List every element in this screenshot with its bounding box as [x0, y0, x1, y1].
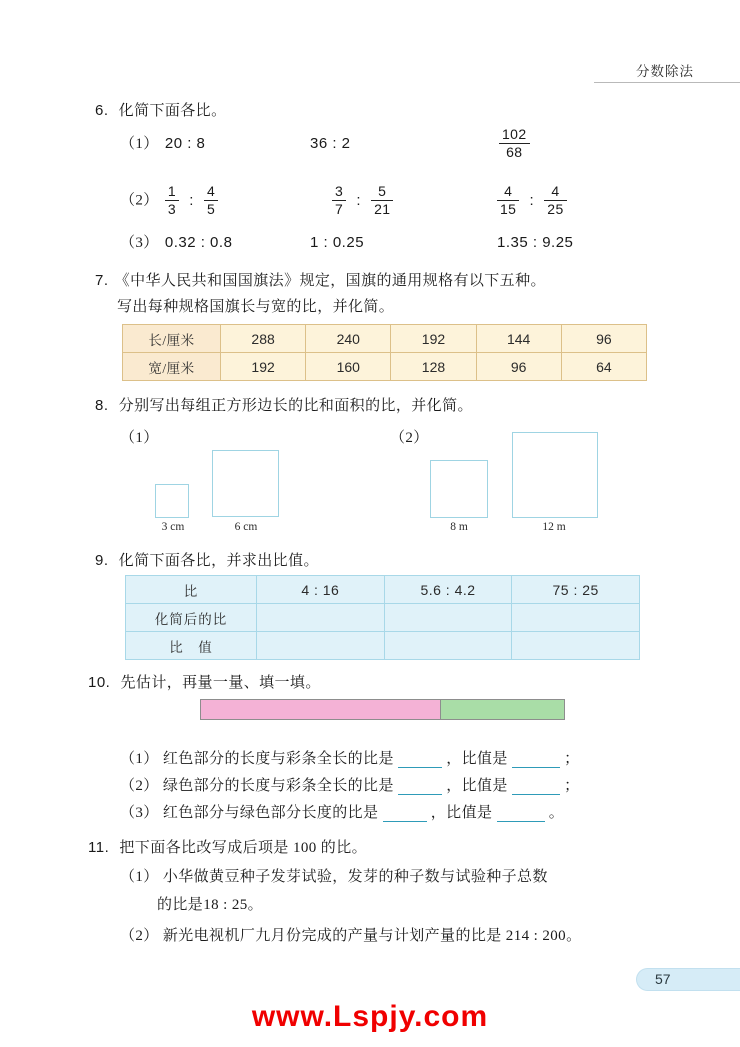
cell-ratio-1: 4 : 16: [257, 576, 385, 604]
problem-8-heading: [95, 395, 473, 417]
problem-9-prompt: 化简下面各比，并求出比值。: [118, 553, 319, 569]
blank-field[interactable]: [497, 821, 545, 822]
fraction-5-21: [371, 184, 393, 216]
fraction-denominator: 7: [335, 200, 344, 217]
table-row: [126, 632, 640, 660]
problem-11-heading: [88, 837, 367, 859]
fraction-denominator: 5: [206, 200, 216, 217]
item-marker: （2）: [120, 778, 159, 794]
problem-11-item-1-line-2: 的比是18 : 25。: [157, 897, 264, 913]
problem-8-number: 8.: [95, 397, 109, 414]
row-header-width: 宽/厘米: [123, 353, 221, 381]
item-text-c: ；: [564, 751, 580, 767]
square-3cm-label: 3 cm: [161, 521, 185, 533]
problem-7-heading: [95, 270, 546, 292]
problem-8-prompt: 分别写出每组正方形边长的比和面积的比，并化简。: [118, 398, 473, 414]
problem-10-number: 10.: [88, 674, 111, 691]
cell-simplified-1[interactable]: [257, 604, 385, 632]
item-text-b: ，比值是: [446, 778, 508, 794]
problem-6-row1-label: [120, 133, 205, 155]
cell-ratio-3: 75 : 25: [512, 576, 640, 604]
cell-value-2[interactable]: [384, 632, 512, 660]
problem-6-row2-group1: [120, 185, 220, 217]
problem-6-row3-marker: （3）: [120, 235, 159, 251]
problem-6-row2-marker: （2）: [120, 192, 159, 209]
fraction-denominator: 3: [167, 200, 177, 217]
square-12m: [512, 432, 598, 518]
flag-dimensions-table: [122, 324, 647, 381]
ratio-colon: :: [189, 192, 194, 210]
cell-simplified-3[interactable]: [512, 604, 640, 632]
problem-11-item-1-line-1: [120, 866, 548, 888]
item-text-a: 绿色部分的长度与彩条全长的比是: [162, 778, 394, 794]
fraction-denominator: 15: [500, 200, 517, 217]
problem-6-row3-item3: 1.35 : 9.25: [497, 234, 574, 251]
cell-length-2: 240: [306, 325, 391, 353]
table-row: [126, 604, 640, 632]
fraction-4-25: [544, 184, 566, 216]
fraction-1-3: [165, 184, 179, 216]
header-rule: [594, 82, 740, 83]
fraction-numerator: 4: [206, 183, 216, 199]
problem-9-number: 9.: [95, 552, 109, 569]
problem-8-group2-marker: （2）: [390, 430, 429, 446]
row-header-length: 长/厘米: [123, 325, 221, 353]
problem-6-row3-label: [120, 232, 232, 254]
problem-6-row2-group2: [330, 185, 395, 217]
fraction-4-15: [497, 184, 519, 216]
blank-field[interactable]: [398, 794, 442, 795]
problem-10-prompt: 先估计，再量一量、填一填。: [120, 675, 321, 691]
cell-width-3: 128: [391, 353, 476, 381]
problem-6-number: 6.: [95, 102, 109, 119]
cell-length-3: 192: [391, 325, 476, 353]
row-header-value: 比 值: [126, 632, 257, 660]
square-6cm-label: 6 cm: [234, 521, 258, 533]
fraction-3-7: [332, 184, 346, 216]
cell-width-1: 192: [221, 353, 306, 381]
problem-10-heading: [88, 672, 321, 694]
cell-length-4: 144: [476, 325, 561, 353]
problem-6-row1-item3: [497, 128, 532, 160]
item-text-b: ，比值是: [446, 751, 508, 767]
fraction-numerator: 102: [502, 126, 527, 142]
problem-6-row1-marker: （1）: [120, 136, 159, 152]
item-text-a: 红色部分与绿色部分长度的比是: [162, 805, 379, 821]
item-text-c: 。: [548, 805, 565, 821]
row-header-ratio: 比: [126, 576, 257, 604]
row-header-simplified: 化简后的比: [126, 604, 257, 632]
problem-7-line1: 《中华人民共和国国旗法》规定，国旗的通用规格有以下五种。: [114, 273, 546, 289]
item-text-b: ，比值是: [430, 805, 493, 821]
page-header: [0, 60, 740, 86]
item-marker: （1）: [120, 751, 159, 767]
color-bar-pink-segment: [200, 699, 441, 720]
cell-value-1[interactable]: [257, 632, 385, 660]
item-text: 新光电视机厂九月份完成的产量与计划产量的比是 214 : 200。: [162, 928, 582, 944]
fraction-numerator: 1: [167, 183, 177, 199]
table-row: [126, 576, 640, 604]
problem-6-prompt: 化简下面各比。: [118, 103, 227, 119]
cell-simplified-2[interactable]: [384, 604, 512, 632]
ratio-simplify-table: [125, 575, 640, 660]
fraction-denominator: 68: [506, 143, 523, 160]
problem-6-row3-item2: 1 : 0.25: [310, 234, 365, 251]
fraction-102-68: [499, 127, 530, 159]
square-3cm: [155, 484, 189, 518]
fraction-numerator: 5: [378, 183, 387, 199]
cell-width-2: 160: [306, 353, 391, 381]
item-marker: （1）: [120, 869, 159, 885]
item-marker: （3）: [120, 805, 159, 821]
cell-length-5: 96: [561, 325, 646, 353]
problem-6-row3-item1: 0.32 : 0.8: [164, 234, 233, 251]
problem-7-number: 7.: [95, 272, 109, 289]
item-text-c: ；: [564, 778, 580, 794]
problem-7-line2: 写出每种规格国旗长与宽的比，并化简。: [117, 299, 395, 315]
cell-value-3[interactable]: [512, 632, 640, 660]
problem-6-row2-group3: [495, 185, 569, 217]
problem-10-item-1: [120, 748, 580, 770]
chapter-title: 分数除法: [636, 64, 694, 79]
fraction-numerator: 4: [504, 183, 513, 199]
square-8m: [430, 460, 488, 518]
table-row: [123, 325, 647, 353]
fraction-numerator: 4: [551, 183, 560, 199]
ratio-colon: :: [529, 192, 535, 210]
problem-8-group1-marker: （1）: [120, 430, 159, 446]
item-text: 小华做黄豆种子发芽试验，发芽的种子数与试验种子总数: [162, 869, 548, 885]
watermark: www.Lspjy.com: [251, 1000, 489, 1033]
square-8m-label: 8 m: [450, 521, 468, 533]
square-12m-label: 12 m: [542, 521, 566, 533]
cell-ratio-2: 5.6 : 4.2: [384, 576, 512, 604]
ratio-colon: :: [356, 192, 361, 210]
item-text-a: 红色部分的长度与彩条全长的比是: [162, 751, 394, 767]
fraction-4-5: [204, 184, 218, 216]
table-row: [123, 353, 647, 381]
problem-11-item-2-line-1: [120, 925, 581, 947]
blank-field[interactable]: [383, 821, 427, 822]
cell-width-4: 96: [476, 353, 561, 381]
fraction-denominator: 25: [547, 200, 564, 217]
square-6cm: [212, 450, 279, 517]
problem-10-item-2: [120, 775, 580, 797]
blank-field[interactable]: [512, 767, 560, 768]
problem-6-row1-item2: 36 : 2: [310, 135, 351, 152]
cell-width-5: 64: [561, 353, 646, 381]
color-bar-green-segment: [441, 699, 565, 720]
problem-9-heading: [95, 550, 319, 572]
problem-11-number: 11.: [88, 839, 110, 856]
page-number: 57: [655, 971, 671, 987]
problem-10-item-3: [120, 802, 564, 824]
problem-6-row1-item1: 20 : 8: [164, 135, 206, 152]
blank-field[interactable]: [398, 767, 442, 768]
problem-6-heading: [95, 100, 226, 122]
problem-11-prompt: 把下面各比改写成后项是 100 的比。: [119, 840, 368, 856]
fraction-numerator: 3: [335, 183, 344, 199]
cell-length-1: 288: [221, 325, 306, 353]
color-bar: [200, 699, 565, 720]
fraction-denominator: 21: [374, 200, 391, 217]
item-marker: （2）: [120, 928, 159, 944]
page-number-badge: [636, 968, 740, 991]
blank-field[interactable]: [512, 794, 560, 795]
